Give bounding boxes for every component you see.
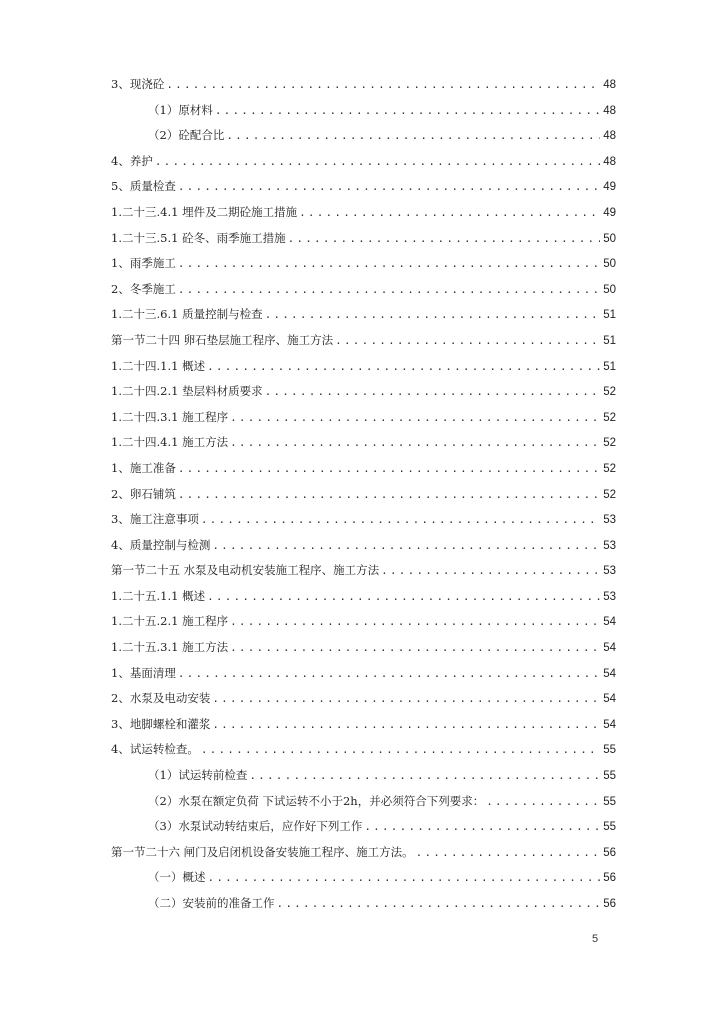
toc-entry[interactable] [111,430,616,456]
toc-entry-page: 48 [603,79,616,91]
toc-entry-title: 1.二十三.6.1 质量控制与检查 [111,307,263,322]
toc-entry-page: 48 [603,130,616,143]
toc-entry-page: 56 [603,846,616,859]
toc-entry-title: 1.二十五.3.1 施工方法 [111,640,229,655]
toc-entry-title: （一）概述 [148,870,206,885]
toc-entry-page: 53 [603,539,616,552]
toc-entry-title: 4、质量控制与检测 [111,537,211,552]
toc-entry-title: （二）安装前的准备工作 [148,896,275,910]
toc-entry[interactable] [111,302,616,328]
toc-entry[interactable] [111,405,616,431]
toc-entry-page: 55 [603,795,616,808]
toc-entry-title: 1、基面清理 [111,665,176,680]
toc-entry-page: 51 [603,309,616,322]
toc-leader-dots [249,763,600,789]
toc-entry-title: （1）试运转前检查 [148,768,248,783]
toc-entry-page: 49 [603,181,616,194]
toc-entry-title: 2、卵石铺筑 [111,486,176,501]
table-of-contents [111,72,616,917]
toc-entry-title: （3）水泵试动转结束后，应作好下列工作 [148,819,363,834]
toc-entry[interactable] [111,72,616,98]
toc-entry-title: 3、施工注意事项 [111,512,199,527]
toc-leader-dots [178,456,600,482]
toc-leader-dots [230,609,600,635]
toc-entry-title: 第一节二十六 闸门及启闭机设备安装施工程序、施工方法。 [111,844,414,859]
toc-leader-dots [212,533,600,559]
toc-entry-page: 50 [603,258,616,271]
toc-leader-dots [416,840,601,866]
toc-entry-page: 54 [603,667,616,680]
toc-entry-page: 54 [603,642,616,655]
toc-entry[interactable] [111,712,616,738]
toc-leader-dots [299,200,600,226]
toc-leader-dots [486,789,600,815]
toc-entry[interactable] [111,174,616,200]
toc-entry-page: 51 [603,360,616,373]
toc-leader-dots [155,149,600,175]
toc-entry-page: 52 [603,386,616,399]
toc-leader-dots [178,482,600,508]
toc-entry[interactable] [111,123,616,149]
toc-entry-page: 52 [603,488,616,501]
toc-leader-dots [335,328,600,354]
toc-entry-page: 54 [603,616,616,629]
toc-entry-page: 48 [603,104,616,117]
toc-entry-page: 53 [603,590,616,603]
toc-entry[interactable] [111,558,616,584]
toc-entry-title: 1.二十五.1.1 概述 [111,588,206,603]
toc-entry-page: 50 [603,283,616,296]
toc-entry[interactable] [111,251,616,277]
toc-leader-dots [166,72,600,98]
toc-entry[interactable] [111,200,616,226]
toc-entry-title: 3、现浇砼 [111,77,165,91]
toc-entry[interactable] [111,149,616,175]
toc-entry[interactable] [111,277,616,303]
toc-entry[interactable] [111,379,616,405]
toc-leader-dots [277,891,601,917]
toc-entry-page: 54 [603,718,616,731]
page-number: 5 [592,933,599,945]
toc-leader-dots [212,712,600,738]
toc-entry-title: 第一节二十五 水泵及电动机安装施工程序、施工方法 [111,563,380,578]
toc-entry-title: （1）原材料 [148,102,213,117]
toc-entry[interactable] [111,482,616,508]
toc-entry-title: 2、水泵及电动安装 [111,691,211,706]
toc-entry[interactable] [111,661,616,687]
toc-leader-dots [208,865,601,891]
toc-entry[interactable] [111,686,616,712]
toc-entry-title: 1.二十三.5.1 砼冬、雨季施工措施 [111,230,286,245]
toc-entry-title: 1、施工准备 [111,460,176,475]
toc-entry-page: 55 [603,821,616,834]
toc-entry-page: 55 [603,770,616,783]
toc-entry[interactable] [111,456,616,482]
toc-entry-title: 3、地脚螺栓和灌浆 [111,716,211,731]
toc-leader-dots [215,98,600,124]
toc-leader-dots [201,737,600,763]
toc-entry-title: 1.二十四.2.1 垫层料材质要求 [111,384,263,399]
toc-entry[interactable] [111,507,616,533]
toc-leader-dots [178,661,600,687]
toc-entry-title: 1.二十三.4.1 埋件及二期砼施工措施 [111,204,298,219]
toc-entry-title: 1.二十四.1.1 概述 [111,358,206,373]
toc-leader-dots [212,686,600,712]
toc-leader-dots [178,174,600,200]
toc-leader-dots [265,302,601,328]
toc-entry[interactable] [111,584,616,610]
toc-entry-page: 49 [603,206,616,219]
toc-entry-title: （2）砼配合比 [148,128,225,143]
toc-entry[interactable] [111,609,616,635]
toc-leader-dots [265,379,601,405]
toc-entry-page: 53 [603,565,616,578]
toc-entry-title: （2）水泵在额定负荷 下试运转不小于2h，并必须符合下列要求： [148,793,485,808]
toc-leader-dots [381,558,600,584]
toc-leader-dots [364,814,600,840]
toc-entry[interactable] [111,840,616,866]
toc-entry[interactable] [111,814,616,840]
toc-entry-title: 5、质量检查 [111,179,176,194]
toc-entry-page: 52 [603,462,616,475]
toc-entry-page: 54 [603,693,616,706]
toc-entry[interactable] [111,226,616,252]
toc-leader-dots [207,354,600,380]
toc-entry-title: 4、养护 [111,153,153,168]
toc-entry[interactable] [111,891,616,917]
toc-entry[interactable] [111,789,616,815]
toc-entry-page: 51 [603,334,616,347]
toc-leader-dots [207,584,600,610]
toc-entry[interactable] [111,763,616,789]
toc-entry[interactable] [111,865,616,891]
toc-entry-title: 1.二十四.3.1 施工程序 [111,409,229,424]
toc-entry-title: 2、冬季施工 [111,281,176,296]
toc-entry-page: 53 [603,514,616,527]
toc-leader-dots [226,123,600,149]
toc-entry-page: 48 [603,155,616,168]
toc-entry-page: 50 [603,232,616,245]
toc-entry-title: 4、试运转检查。 [111,742,199,757]
toc-entry-page: 56 [603,872,616,885]
toc-entry-title: 1、雨季施工 [111,256,176,271]
toc-leader-dots [230,430,600,456]
toc-entry[interactable] [111,737,616,763]
toc-entry[interactable] [111,533,616,559]
toc-leader-dots [201,507,600,533]
toc-entry-page: 55 [603,744,616,757]
toc-entry[interactable] [111,98,616,124]
toc-leader-dots [178,277,600,303]
toc-entry-title: 1.二十五.2.1 施工程序 [111,614,229,629]
toc-entry-title: 1.二十四.4.1 施工方法 [111,435,229,450]
toc-entry-page: 52 [603,437,616,450]
toc-entry-title: 第一节二十四 卵石垫层施工程序、施工方法 [111,332,334,347]
toc-entry[interactable] [111,354,616,380]
toc-leader-dots [288,226,601,252]
toc-entry[interactable] [111,328,616,354]
toc-leader-dots [230,635,600,661]
toc-leader-dots [230,405,600,431]
toc-entry-page: 56 [603,898,616,910]
toc-leader-dots [178,251,600,277]
toc-entry[interactable] [111,635,616,661]
toc-entry-page: 52 [603,411,616,424]
